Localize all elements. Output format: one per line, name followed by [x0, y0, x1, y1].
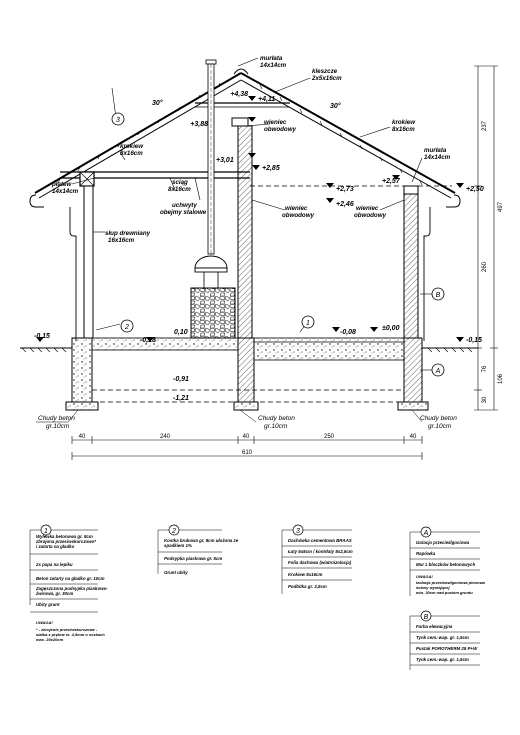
svg-text:A: A [423, 530, 429, 537]
foundations [20, 338, 478, 410]
label-krokiew-right: krokiew 8x16cm [392, 119, 416, 133]
svg-text:A: A [435, 368, 441, 375]
svg-text:-0,18: -0,18 [140, 337, 156, 344]
svg-text:Farba elewacyjna: Farba elewacyjna [416, 624, 453, 629]
svg-text:gr.10cm: gr.10cm [46, 423, 70, 430]
roof-angle-left: 30° [152, 100, 163, 107]
svg-text:250: 250 [323, 434, 335, 440]
svg-text:Tynk cem.-wap. gr. 1,5cm: Tynk cem.-wap. gr. 1,5cm [416, 657, 469, 662]
svg-text:Chudy beton: Chudy beton [38, 415, 75, 422]
svg-text:Beton zatarty na gładko gr. 10: Beton zatarty na gładko gr. 10cm [36, 576, 105, 581]
svg-text:0,10: 0,10 [174, 329, 188, 336]
svg-text:-0,15: -0,15 [466, 337, 482, 344]
svg-text:Krokiew 8x16cm: Krokiew 8x16cm [288, 572, 323, 577]
svg-text:zbrojona przeciwskurczowo*: zbrojona przeciwskurczowo* [36, 539, 97, 544]
svg-text:max. 20x20cm: max. 20x20cm [36, 637, 64, 642]
right-dimension-values [482, 120, 504, 403]
svg-text:1: 1 [306, 320, 310, 327]
legend-foundation-A [410, 527, 486, 596]
svg-text:40: 40 [409, 434, 417, 440]
svg-text:+2,73: +2,73 [336, 186, 354, 193]
svg-text:Rapówka: Rapówka [416, 551, 436, 556]
svg-text:2: 2 [172, 528, 176, 535]
svg-text:1: 1 [44, 528, 48, 535]
svg-text:106: 106 [498, 373, 504, 385]
bottom-dimension-values [79, 434, 417, 456]
svg-text:Podbitka gr. 2,5cm: Podbitka gr. 2,5cm [288, 584, 327, 589]
chimney [191, 60, 235, 338]
svg-text:±0,00: ±0,00 [382, 325, 400, 332]
roof-angle-right: 30° [330, 103, 341, 110]
svg-text:237: 237 [482, 120, 488, 132]
svg-text:+2,85: +2,85 [262, 165, 280, 172]
svg-text:+2,46: +2,46 [336, 201, 354, 208]
svg-text:siatka z prętów śr. 4,5mm o oc: siatka z prętów śr. 4,5mm o oczkach [36, 632, 105, 637]
svg-text:Mur z bloczków betonowych: Mur z bloczków betonowych [416, 562, 476, 567]
svg-text:3: 3 [296, 528, 300, 535]
legend-wall-B [410, 611, 480, 670]
svg-text:30: 30 [482, 396, 488, 404]
section-markers [112, 113, 444, 376]
svg-text:Pustak POROTHERM 25 P+W: Pustak POROTHERM 25 P+W [416, 646, 478, 651]
svg-text:Dachówka cementowa BRAAS: Dachówka cementowa BRAAS [288, 538, 352, 543]
label-slup: słup drewniany 16x16cm [105, 230, 151, 244]
component-labels [0, 0, 451, 244]
svg-text:B: B [423, 614, 429, 621]
svg-text:i zatarta na gładko: i zatarta na gładko [36, 544, 75, 549]
svg-text:ściany wystającej: ściany wystającej [416, 585, 450, 590]
svg-text:gr.10cm: gr.10cm [264, 423, 288, 430]
svg-text:Tynk cem.-wap. gr. 1,5cm: Tynk cem.-wap. gr. 1,5cm [416, 635, 469, 640]
svg-text:Kostka brukowa gr. 8cm ułożona: Kostka brukowa gr. 8cm ułożona ze [164, 538, 239, 543]
svg-text:240: 240 [159, 434, 171, 440]
svg-text:Ubity grunt: Ubity grunt [36, 602, 60, 607]
svg-text:76: 76 [482, 365, 488, 373]
label-uchwyty: uchwyty obejmy stalowe [160, 202, 207, 216]
label-wieniec-right: wieniec obwodowy [354, 205, 386, 219]
svg-text:B: B [435, 292, 441, 299]
svg-text:żwirowa, gr. 30cm: żwirowa, gr. 30cm [36, 591, 74, 596]
label-wieniec-top: wieniec obwodowy [264, 119, 296, 133]
svg-text:2: 2 [125, 324, 129, 331]
label-murlata-top: murłata 14x14cm [260, 55, 287, 69]
legend [30, 525, 486, 670]
right-dimensions [474, 66, 498, 410]
legend-roof-3 [282, 525, 353, 594]
label-krokiew-left: krokiew 8x16cm [120, 143, 144, 157]
label-sciag: ściąg 8x16cm [168, 179, 191, 193]
svg-text:Chudy beton: Chudy beton [258, 415, 295, 422]
svg-text:+3,01: +3,01 [216, 157, 234, 164]
svg-text:+2,50: +2,50 [466, 186, 484, 193]
legend-paving-2 [158, 525, 239, 575]
svg-text:-0,91: -0,91 [173, 376, 189, 383]
svg-text:40: 40 [242, 434, 250, 440]
svg-text:spadkiem 1%: spadkiem 1% [164, 543, 192, 548]
svg-text:-1,21: -1,21 [173, 395, 189, 402]
svg-text:Podsypka piaskowa gr. 5cm: Podsypka piaskowa gr. 5cm [164, 556, 223, 561]
svg-text:Łaty 5x5cm / kontrłaty 8x2,5cm: Łaty 5x5cm / kontrłaty 8x2,5cm [288, 549, 353, 554]
svg-text:Folia dachowa (wiatroizolacja): Folia dachowa (wiatroizolacja) [288, 560, 352, 565]
svg-text:gr.10cm: gr.10cm [428, 423, 452, 430]
svg-text:Izolacja przeciwwilgociowa pio: Izolacja przeciwwilgociowa pionowa [416, 580, 485, 585]
svg-text:+2,57: +2,57 [382, 178, 400, 185]
svg-text:Izolacja przeciwilgociowa: Izolacja przeciwilgociowa [416, 540, 470, 545]
svg-text:min. 30cm nad poziom gruntu: min. 30cm nad poziom gruntu [416, 590, 473, 595]
svg-text:610: 610 [241, 450, 253, 456]
svg-text:-0,08: -0,08 [340, 329, 356, 336]
svg-text:Wylewka betonowa gr. 8cm: Wylewka betonowa gr. 8cm [36, 534, 93, 539]
svg-text:Grunt ubity: Grunt ubity [164, 570, 188, 575]
svg-text:497: 497 [498, 201, 504, 213]
svg-text:2x papa na lepiku: 2x papa na lepiku [36, 562, 73, 567]
svg-text:* - zbrojenie przeciwskurczowe: * - zbrojenie przeciwskurczowe - [36, 627, 98, 632]
svg-text:+4,11: +4,11 [258, 96, 276, 103]
svg-text:Chudy beton: Chudy beton [420, 415, 457, 422]
label-murlata-right: murłata 14x14cm [424, 147, 451, 161]
svg-text:+4,38: +4,38 [230, 91, 248, 98]
svg-text:+3,88: +3,88 [190, 121, 208, 128]
label-wieniec-mid: wieniec obwodowy [282, 205, 314, 219]
svg-text:40: 40 [78, 434, 86, 440]
svg-text:UWAGA!: UWAGA! [416, 574, 433, 579]
svg-text:3: 3 [116, 117, 120, 124]
svg-text:-0,15: -0,15 [34, 333, 50, 340]
label-kleszcze: kleszcze 2x5x16cm [312, 68, 342, 82]
lean-concrete-labels [36, 410, 457, 430]
svg-text:UWAGA!: UWAGA! [36, 620, 53, 625]
svg-text:260: 260 [482, 261, 488, 273]
legend-floor-1 [30, 525, 108, 642]
svg-text:Zagęszczona podsypka piaskowo-: Zagęszczona podsypka piaskowo- [36, 586, 108, 591]
label-platew-main: płatew 14x14cm [52, 181, 79, 195]
